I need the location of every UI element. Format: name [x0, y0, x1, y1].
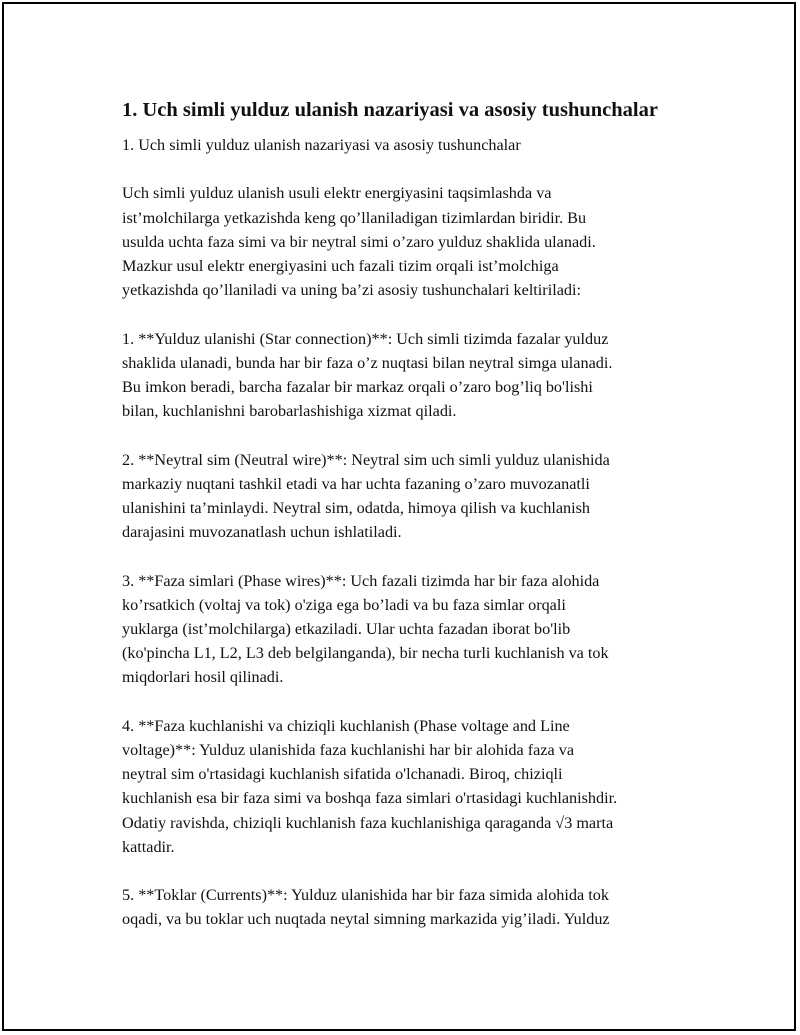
item-phase-wires: 3. **Faza simlari (Phase wires)**: Uch fazali tizimda har bir faza alohida ko’rsatkich (voltaj va tok) o'ziga ega bo’ladi va bu faza simlar orqali yuklarga (ist’molchilarga) etkaziladi. Ular uchta fazadan iborat bo'lib (ko'pincha L1, L2, L3 deb belgilanganda), bir necha turli kuchlanish va tok miqdorlari hosil qilinadi. — [122, 571, 609, 687]
document-title: 1. Uch simli yulduz ulanish nazariyasi va asosiy tushunchalar — [122, 99, 658, 121]
section-subtitle: 1. Uch simli yulduz ulanish nazariyasi va asosiy tushunchalar — [122, 136, 521, 154]
item-star-connection: 1. **Yulduz ulanishi (Star connection)**: Uch simli tizimda fazalar yulduz shaklida ulanadi, bunda har bir faza o’z nuqtasi bilan neytral simga ulanadi. Bu imkon beradi, barcha fazalar bir markaz orqali o’zaro bog’liq bo'lishi bilan, kuchlanishni barobarlashishiga xizmat qiladi. — [122, 329, 613, 421]
document-body — [122, 96, 702, 956]
document-page — [3, 3, 795, 1030]
intro-paragraph: Uch simli yulduz ulanish usuli elektr energiyasini taqsimlashda va ist’molchilarga yetkazishda keng qo’llaniladigan tizimlardan biridir. Bu usulda uchta faza simi va bir neytral simi o’zaro yulduz shaklida ulanadi. Mazkur usul elektr energiyasini uch fazali tizim orqali ist’molchiga yetkazishda qo’llaniladi va uning ba’zi asosiy tushunchalari keltiriladi: — [122, 184, 596, 300]
item-neutral-wire: 2. **Neytral sim (Neutral wire)**: Neytral sim uch simli yulduz ulanishida markaziy nuqtani tashkil etadi va har uchta fazaning o’zaro muvozanatli ulanishini ta’minlaydi. Neytral sim, odatda, himoya qilish va kuchlanish darajasini muvozanatlash uchun ishlatiladi. — [122, 450, 610, 542]
item-currents: 5. **Toklar (Currents)**: Yulduz ulanishida har bir faza simida alohida tok oqadi, va bu toklar uch nuqtada neytal simning markazida yig’iladi. Yulduz — [122, 886, 610, 929]
item-phase-line-voltage: 4. **Faza kuchlanishi va chiziqli kuchlanish (Phase voltage and Line voltage)**: Yulduz ulanishida faza kuchlanishi har bir alohida faza va neytral sim o'rtasidagi kuchlanish sifatida o'lchanadi. Biroq, chiziqli kuchlanish esa bir faza simi va boshqa faza simlari o'rtasidagi kuchlanishdir. Odatiy ravishda, chiziqli kuchlanish faza kuchlanishiga qaraganda √3 marta kattadir. — [122, 716, 618, 856]
